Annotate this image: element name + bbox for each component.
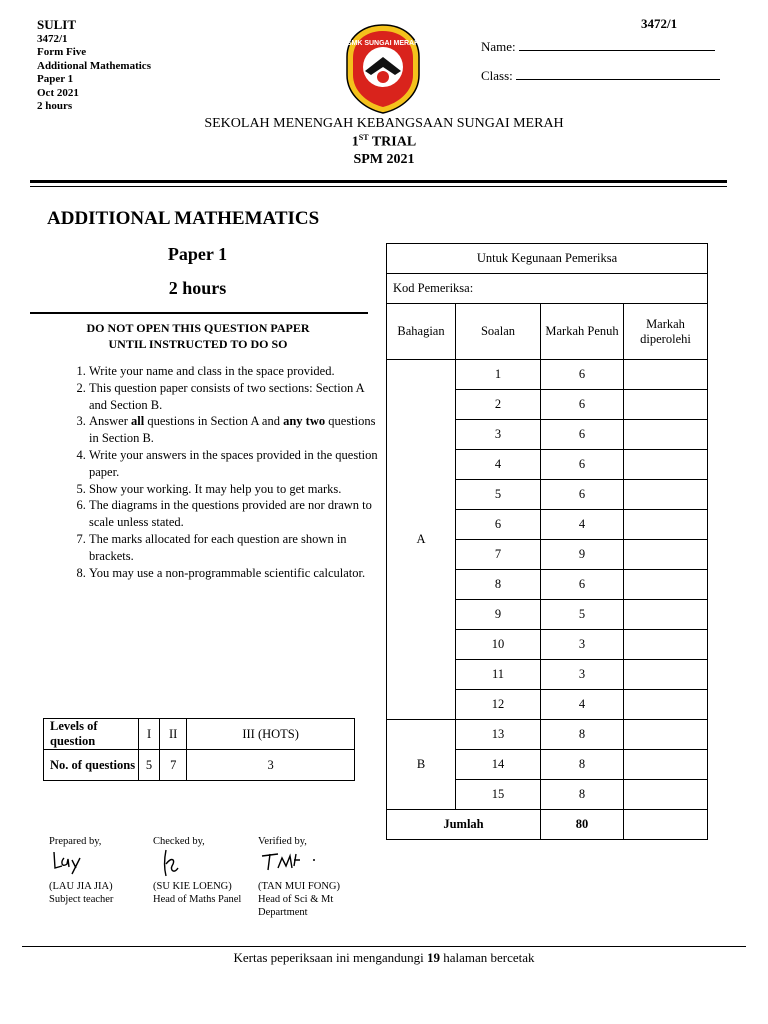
footer-divider xyxy=(22,946,746,947)
question-number: 4 xyxy=(456,450,541,480)
prepared-by-label: Prepared by, xyxy=(49,836,102,847)
levels-row-label: Levels of question xyxy=(44,719,139,750)
obtained-marks-cell[interactable] xyxy=(624,510,708,540)
subject-name: Additional Mathematics xyxy=(37,59,151,72)
duration-title: 2 hours xyxy=(168,278,227,298)
question-number: 8 xyxy=(456,570,541,600)
divider-thick xyxy=(30,180,727,183)
paper-info-block xyxy=(37,16,151,113)
checked-by-details xyxy=(153,880,249,906)
verified-by-title: Head of Sci & Mt Department xyxy=(258,894,334,918)
question-number: 14 xyxy=(456,750,541,780)
instruction-item: 7. The marks allocated for each question are shown in brackets. xyxy=(89,531,379,565)
verified-by-block xyxy=(258,835,307,848)
question-number: 13 xyxy=(456,720,541,750)
full-marks: 8 xyxy=(541,720,624,750)
obtained-marks-cell[interactable] xyxy=(624,690,708,720)
count-row-label: No. of questions xyxy=(44,750,139,781)
obtained-marks-cell[interactable] xyxy=(624,390,708,420)
full-marks: 3 xyxy=(541,630,624,660)
examiner-code-label: Kod Pemeriksa: xyxy=(387,274,708,304)
section-a-label: A xyxy=(387,360,456,720)
header-markah-penuh: Markah Penuh xyxy=(541,304,624,360)
signature-su xyxy=(154,846,194,880)
trial-superscript: ST xyxy=(358,133,369,142)
obtained-marks-cell[interactable] xyxy=(624,420,708,450)
obtained-marks-cell[interactable] xyxy=(624,480,708,510)
checked-by-label: Checked by, xyxy=(153,836,205,847)
full-marks: 8 xyxy=(541,750,624,780)
count-cell: 5 xyxy=(139,750,160,781)
obtained-marks-cell[interactable] xyxy=(624,360,708,390)
instruction-item: 6. The diagrams in the questions provided are nor drawn to scale unless stated. xyxy=(89,497,379,531)
full-marks: 6 xyxy=(541,420,624,450)
class-label: Class: xyxy=(481,68,513,83)
class-input-line[interactable] xyxy=(516,67,720,80)
warning-text xyxy=(40,320,356,352)
question-number: 5 xyxy=(456,480,541,510)
full-marks: 3 xyxy=(541,660,624,690)
prepared-by-title: Subject teacher xyxy=(49,894,114,905)
question-number: 9 xyxy=(456,600,541,630)
obtained-marks-cell[interactable] xyxy=(624,540,708,570)
obtained-marks-cell[interactable] xyxy=(624,720,708,750)
header-bahagian: Bahagian xyxy=(387,304,456,360)
obtained-marks-cell[interactable] xyxy=(624,570,708,600)
examiner-marks-table xyxy=(386,243,708,840)
school-name: SEKOLAH MENENGAH KEBANGSAAN SUNGAI MERAH xyxy=(204,116,564,131)
marks-table-title: Untuk Kegunaan Pemeriksa xyxy=(387,244,708,274)
trial-word: TRIAL xyxy=(371,134,417,150)
instruction-item: 8. You may use a non-programmable scientific calculator. xyxy=(89,565,379,582)
full-marks: 6 xyxy=(541,390,624,420)
checked-by-name: (SU KIE LOENG) xyxy=(153,881,232,892)
full-marks: 6 xyxy=(541,570,624,600)
obtained-marks-cell[interactable] xyxy=(624,660,708,690)
question-number: 15 xyxy=(456,780,541,810)
name-input-line[interactable] xyxy=(519,38,715,51)
instructions-list xyxy=(66,363,379,581)
subject-title: ADDITIONAL MATHEMATICS xyxy=(47,208,320,229)
warning-line-2: UNTIL INSTRUCTED TO DO SO xyxy=(108,337,288,351)
page-count-note xyxy=(0,950,768,966)
instruction-item: 3. Answer all questions in Section A and any two questions in Section B. xyxy=(89,413,379,447)
total-label: Jumlah xyxy=(387,810,541,840)
marks-row xyxy=(387,360,708,390)
exam-date: Oct 2021 xyxy=(37,86,79,99)
count-cell: 7 xyxy=(160,750,187,781)
full-marks: 6 xyxy=(541,480,624,510)
full-marks: 9 xyxy=(541,540,624,570)
verified-by-name: (TAN MUI FONG) xyxy=(258,881,340,892)
total-row xyxy=(387,810,708,840)
levels-table xyxy=(43,718,355,781)
sulit-label: SULIT xyxy=(37,17,77,32)
total-marks: 80 xyxy=(541,810,624,840)
instruction-item: 1. Write your name and class in the space provided. xyxy=(89,363,379,380)
signature-lau xyxy=(48,846,93,876)
full-marks: 5 xyxy=(541,600,624,630)
paper-code-right: 3472/1 xyxy=(641,16,678,31)
obtained-marks-cell[interactable] xyxy=(624,750,708,780)
question-number: 12 xyxy=(456,690,541,720)
verified-by-label: Verified by, xyxy=(258,836,307,847)
level-cell: III (HOTS) xyxy=(187,719,355,750)
obtained-marks-cell[interactable] xyxy=(624,450,708,480)
exam-duration: 2 hours xyxy=(37,100,73,113)
warning-line-1: DO NOT OPEN THIS QUESTION PAPER xyxy=(86,321,310,335)
header-soalan: Soalan xyxy=(456,304,541,360)
count-cell: 3 xyxy=(187,750,355,781)
full-marks: 8 xyxy=(541,780,624,810)
question-number: 11 xyxy=(456,660,541,690)
paper-code: 3472/1 xyxy=(37,33,68,45)
section-b-label: B xyxy=(387,720,456,810)
checked-by-title: Head of Maths Panel xyxy=(153,894,242,905)
footer-text-after: halaman bercetak xyxy=(443,950,535,965)
prepared-by-name: (LAU JIA JIA) xyxy=(49,881,113,892)
verified-by-details xyxy=(258,880,354,919)
full-marks: 6 xyxy=(541,360,624,390)
exam-name: SPM 2021 xyxy=(353,152,415,167)
logo-text: SMK SUNGAI MERAH xyxy=(346,40,420,47)
instruction-item: 2. This question paper consists of two sections: Section A and Section B. xyxy=(89,380,379,414)
full-marks: 6 xyxy=(541,450,624,480)
level-cell: I xyxy=(139,719,160,750)
obtained-marks-cell[interactable] xyxy=(624,630,708,660)
paper-title: Paper 1 xyxy=(167,244,228,264)
prepared-by-details xyxy=(49,880,113,906)
signature-tan xyxy=(260,848,320,876)
question-number: 2 xyxy=(456,390,541,420)
form-level: Form Five xyxy=(37,46,87,59)
full-marks: 4 xyxy=(541,510,624,540)
header-markah-diperolehi: Markah diperolehi xyxy=(624,304,708,360)
question-number: 1 xyxy=(456,360,541,390)
question-number: 6 xyxy=(456,510,541,540)
divider-thin xyxy=(30,186,727,187)
footer-text-before: Kertas peperiksaan ini mengandungi xyxy=(233,950,424,965)
title-divider xyxy=(30,312,368,314)
obtained-marks-cell[interactable] xyxy=(624,780,708,810)
footer-page-count: 19 xyxy=(426,950,440,965)
marks-row xyxy=(387,720,708,750)
instruction-item: 4. Write your answers in the spaces provided in the question paper. xyxy=(89,447,379,481)
school-logo xyxy=(343,23,423,115)
obtained-marks-cell[interactable] xyxy=(624,600,708,630)
question-number: 10 xyxy=(456,630,541,660)
instruction-item: 5. Show your working. It may help you to get marks. xyxy=(89,481,379,498)
trial-number: 1 xyxy=(351,134,359,150)
question-number: 7 xyxy=(456,540,541,570)
name-field[interactable] xyxy=(481,38,715,55)
full-marks: 4 xyxy=(541,690,624,720)
paper-number: Paper 1 xyxy=(37,73,74,86)
class-field[interactable] xyxy=(481,67,720,84)
name-label: Name: xyxy=(481,39,516,54)
total-obtained-cell[interactable] xyxy=(624,810,708,840)
question-number: 3 xyxy=(456,420,541,450)
level-cell: II xyxy=(160,719,187,750)
trial-title xyxy=(0,133,768,151)
